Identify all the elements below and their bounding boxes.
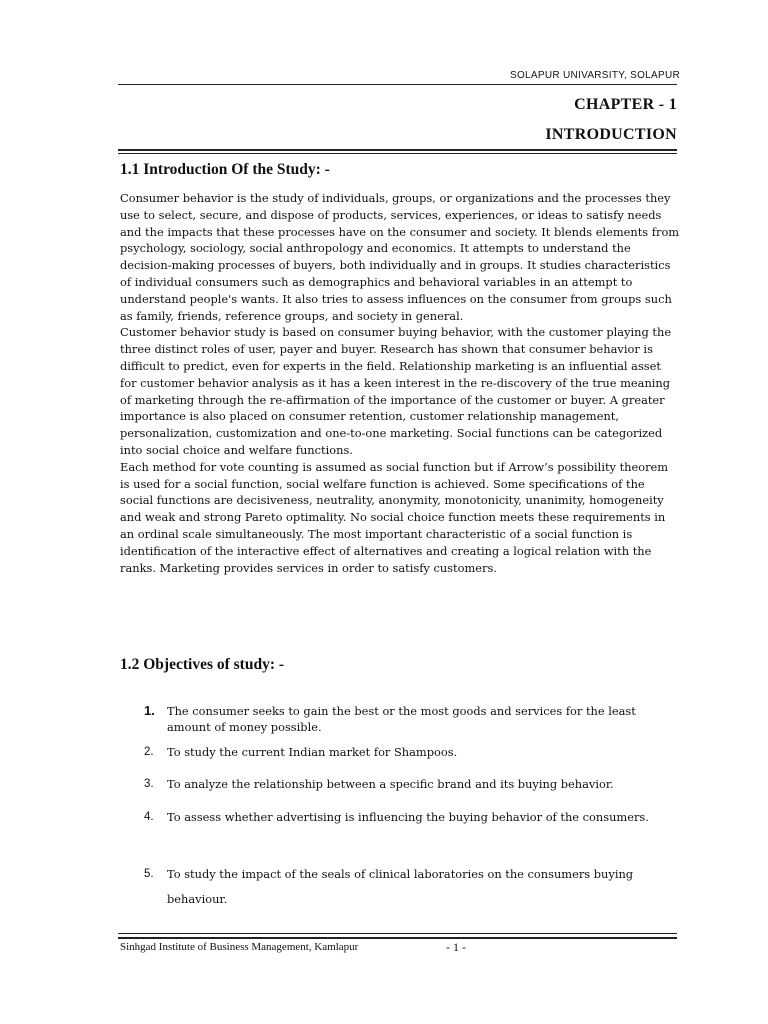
list-text: To assess whether advertising is influencing the buying behavior of the consumers. (167, 810, 649, 824)
list-number: 5. (144, 868, 154, 880)
list-text: To study the current Indian market for Shampoos. (167, 745, 458, 759)
chapter-title: INTRODUCTION (545, 126, 677, 143)
list-number: 3. (144, 778, 154, 790)
footer-institute: Sinhgad Institute of Business Management, Kamlapur (120, 941, 359, 953)
section-body-introduction (120, 190, 680, 576)
paragraph: Consumer behavior is the study of individuals, groups, or organizations and the processes they use to select, secure, and dispose of products, services, experiences, or ideas to satisfy needs and the impacts that these processes have on the consumer and society. It blends elements from psychology, sociology, social anthropology and economics. It attempts to understand the decision-making processes of buyers, both individually and in groups. It studies characteristics of individual consumers such as demographics and behavioral variables in an attempt to understand people's wants. It also tries to assess influences on the consumer from groups such as family, friends, reference groups, and society in general. (120, 191, 680, 323)
list-text: To study the impact of the seals of clinical laboratories on the consumers buying behaviour. (167, 867, 634, 906)
list-number: 4. (144, 811, 154, 823)
running-header: SOLAPUR UNIVARSITY, SOLAPUR (510, 70, 680, 81)
chapter-number: CHAPTER - 1 (574, 96, 677, 113)
list-number: 1. (144, 703, 155, 718)
paragraph: Customer behavior study is based on consumer buying behavior, with the customer playing the three distinct roles of user, payer and buyer. Research has shown that consumer behavior is difficult to predict, even for experts in the field. Relationship marketing is an influential asset for customer behavior analysis as it has a keen interest in the re-discovery of the true meaning of marketing through the re-affirmation of the importance of the customer or buyer. A greater importance is also placed on consumer retention, customer relationship management, personalization, customization and one-to-one marketing. Social functions can be categorized into social choice and welfare functions. (120, 325, 672, 457)
section-heading-objectives: 1.2 Objectives of study: - (120, 656, 285, 673)
footer-rule-thin (118, 933, 677, 934)
footer-rule-thick (118, 937, 677, 939)
list-text: To analyze the relationship between a specific brand and its buying behavior. (167, 777, 614, 791)
section-heading-introduction: 1.1 Introduction Of the Study: - (120, 161, 330, 178)
paragraph: Each method for vote counting is assumed as social function but if Arrow’s possibility theorem is used for a social function, social welfare function is achieved. Some specifications of the social functions are decisiveness, neutrality, anonymity, monotonicity, unanimity, homogeneity and weak and strong Pareto optimality. No social choice function meets these requirements in an ordinal scale simultaneously. The most important characteristic of a social function is identification of the interactive effect of alternatives and creating a logical relation with the ranks. Marketing provides services in order to satisfy customers. (120, 459, 669, 575)
page-number: - 1 - (446, 940, 466, 954)
list-number: 2. (144, 746, 154, 758)
chapter-rule-thin (118, 153, 677, 154)
header-rule (118, 84, 677, 85)
chapter-rule-thick (118, 149, 677, 151)
list-text: The consumer seeks to gain the best or the most goods and services for the least amount of money possible. (167, 704, 636, 734)
